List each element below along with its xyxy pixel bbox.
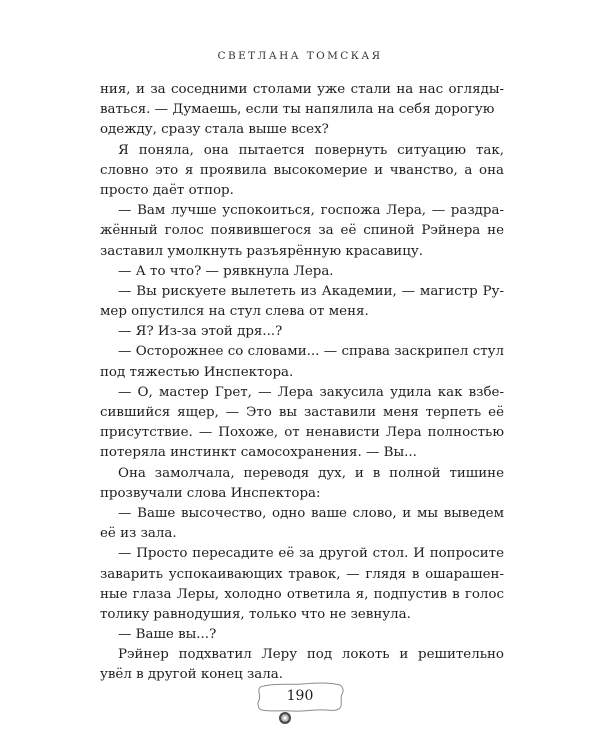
text-line: — Я? Из-за этой дря...? bbox=[118, 324, 283, 340]
text-line: Рэйнер подхватил Леру под локоть и решительно bbox=[118, 647, 504, 663]
text-line: — О, мастер Грет, — Лера закусила удила как взбе- bbox=[118, 384, 504, 400]
text-line: заставил умолкнуть разъярённую красавицу. bbox=[100, 243, 423, 259]
text-line: — Ваше вы...? bbox=[118, 627, 217, 643]
text-line: потеряла инстинкт самосохранения. — Вы... bbox=[100, 445, 417, 461]
text-line: — Осторожнее со словами... — справа заскрипел стул bbox=[118, 344, 504, 360]
text-line: ваться. — Думаешь, если ты напялила на себя дорогую bbox=[100, 102, 495, 118]
text-line: присутствие. — Похоже, от ненависти Лера полностью bbox=[100, 425, 504, 441]
page-number-frame bbox=[256, 682, 346, 726]
text-line: её из зала. bbox=[100, 526, 177, 542]
body-text bbox=[100, 80, 504, 686]
text-line: прозвучали слова Инспектора: bbox=[100, 485, 321, 501]
text-line: Она замолчала, переводя дух, и в полной тишине bbox=[118, 465, 504, 481]
text-line: жённый голос появившегося за её спиной Рэйнера не bbox=[100, 223, 504, 239]
text-line: словно это я проявила высокомерие и чванство, а она bbox=[100, 162, 504, 178]
running-header: СВЕТЛАНА ТОМСКАЯ bbox=[217, 50, 383, 62]
text-line: просто даёт отпор. bbox=[100, 182, 234, 198]
text-line: заварить успокаивающих травок, — глядя в ошарашен- bbox=[100, 566, 504, 582]
text-line: толику равнодушия, только что не зевнула. bbox=[100, 606, 411, 622]
text-line: увёл в другой конец зала. bbox=[100, 667, 284, 683]
page-number: 190 bbox=[286, 688, 314, 704]
text-line: — Просто пересадите её за другой стол. И попросите bbox=[118, 546, 504, 562]
text-line: — А то что? — рявкнула Лера. bbox=[118, 263, 334, 279]
text-line: — Вы рискуете вылететь из Академии, — магистр Ру- bbox=[118, 283, 504, 299]
text-line: Я поняла, она пытается повернуть ситуацию так, bbox=[118, 142, 504, 158]
text-line: сившийся ящер, — Это вы заставили меня терпеть её bbox=[100, 405, 504, 420]
text-line: мер опустился на стул слева от меня. bbox=[100, 304, 369, 320]
text-line: под тяжестью Инспектора. bbox=[100, 364, 294, 380]
text-line: ния, и за соседними столами уже стали на нас огляды- bbox=[100, 82, 504, 97]
text-line: — Ваше высочество, одно ваше слово, и мы выведем bbox=[118, 505, 504, 521]
text-line: одежду, сразу стала выше всех? bbox=[100, 122, 329, 138]
gem-ornament-icon bbox=[278, 711, 292, 725]
text-line: — Вам лучше успокоиться, госпожа Лера, — раздра- bbox=[118, 203, 504, 219]
text-line: ные глаза Леры, холодно ответила я, подпустив в голос bbox=[100, 586, 504, 602]
